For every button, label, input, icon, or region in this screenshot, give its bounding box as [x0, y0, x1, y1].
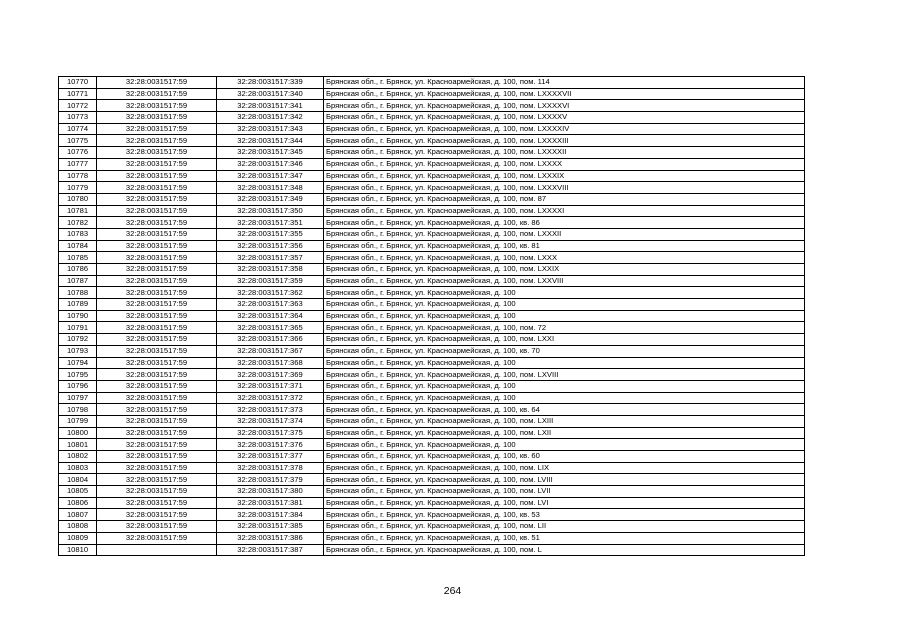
block-number-cell: 32:28:0031517:59: [97, 451, 217, 463]
cadastral-number-cell: 32:28:0031517:367: [217, 345, 324, 357]
table-row: [59, 474, 805, 486]
block-number-cell: 32:28:0031517:59: [97, 462, 217, 474]
table-row: [59, 182, 805, 194]
block-number-cell: 32:28:0031517:59: [97, 123, 217, 135]
block-number-cell: 32:28:0031517:59: [97, 345, 217, 357]
address-cell: Брянская обл., г. Брянск, ул. Красноармейская, д. 100, пом. LXVIII: [324, 369, 805, 381]
table-row: [59, 404, 805, 416]
block-number-cell: 32:28:0031517:59: [97, 287, 217, 299]
row-number-cell: 10793: [59, 345, 97, 357]
block-number-cell: 32:28:0031517:59: [97, 228, 217, 240]
cadastral-number-cell: 32:28:0031517:349: [217, 193, 324, 205]
block-number-cell: 32:28:0031517:59: [97, 486, 217, 498]
block-number-cell: 32:28:0031517:59: [97, 369, 217, 381]
table-row: [59, 345, 805, 357]
table-row: [59, 427, 805, 439]
row-number-cell: 10810: [59, 544, 97, 556]
block-number-cell: 32:28:0031517:59: [97, 100, 217, 112]
table-row: [59, 322, 805, 334]
row-number-cell: 10798: [59, 404, 97, 416]
address-cell: Брянская обл., г. Брянск, ул. Красноармейская, д. 100, пом. LXXXXV: [324, 112, 805, 124]
row-number-cell: 10780: [59, 193, 97, 205]
cadastral-number-cell: 32:28:0031517:386: [217, 532, 324, 544]
row-number-cell: 10807: [59, 509, 97, 521]
block-number-cell: 32:28:0031517:59: [97, 334, 217, 346]
address-cell: Брянская обл., г. Брянск, ул. Красноармейская, д. 100, пом. LXXXX: [324, 158, 805, 170]
row-number-cell: 10800: [59, 427, 97, 439]
row-number-cell: 10794: [59, 357, 97, 369]
address-cell: Брянская обл., г. Брянск, ул. Красноармейская, д. 100, пом. LXXXXI: [324, 205, 805, 217]
cadastral-number-cell: 32:28:0031517:339: [217, 77, 324, 89]
cadastral-number-cell: 32:28:0031517:362: [217, 287, 324, 299]
cadastral-number-cell: 32:28:0031517:364: [217, 310, 324, 322]
block-number-cell: 32:28:0031517:59: [97, 299, 217, 311]
row-number-cell: 10781: [59, 205, 97, 217]
row-number-cell: 10799: [59, 415, 97, 427]
block-number-cell: 32:28:0031517:59: [97, 357, 217, 369]
block-number-cell: 32:28:0031517:59: [97, 182, 217, 194]
block-number-cell: 32:28:0031517:59: [97, 404, 217, 416]
block-number-cell: 32:28:0031517:59: [97, 427, 217, 439]
address-cell: Брянская обл., г. Брянск, ул. Красноармейская, д. 100, пом. L: [324, 544, 805, 556]
table-row: [59, 287, 805, 299]
block-number-cell: 32:28:0031517:59: [97, 170, 217, 182]
table-row: [59, 252, 805, 264]
page-number: 264: [443, 585, 462, 597]
block-number-cell: 32:28:0031517:59: [97, 509, 217, 521]
cadastral-number-cell: 32:28:0031517:372: [217, 392, 324, 404]
address-cell: Брянская обл., г. Брянск, ул. Красноармейская, д. 100: [324, 287, 805, 299]
address-cell: Брянская обл., г. Брянск, ул. Красноармейская, д. 100, кв. 70: [324, 345, 805, 357]
cadastral-number-cell: 32:28:0031517:371: [217, 380, 324, 392]
row-number-cell: 10809: [59, 532, 97, 544]
table-row: [59, 509, 805, 521]
cadastral-number-cell: 32:28:0031517:387: [217, 544, 324, 556]
row-number-cell: 10775: [59, 135, 97, 147]
block-number-cell: 32:28:0031517:59: [97, 158, 217, 170]
row-number-cell: 10784: [59, 240, 97, 252]
row-number-cell: 10789: [59, 299, 97, 311]
cadastral-number-cell: 32:28:0031517:346: [217, 158, 324, 170]
address-cell: Брянская обл., г. Брянск, ул. Красноармейская, д. 100, кв. 53: [324, 509, 805, 521]
cadastral-number-cell: 32:28:0031517:344: [217, 135, 324, 147]
row-number-cell: 10779: [59, 182, 97, 194]
table-row: [59, 334, 805, 346]
block-number-cell: 32:28:0031517:59: [97, 77, 217, 89]
address-cell: Брянская обл., г. Брянск, ул. Красноармейская, д. 100: [324, 439, 805, 451]
row-number-cell: 10782: [59, 217, 97, 229]
address-cell: Брянская обл., г. Брянск, ул. Красноармейская, д. 100, пом. LXXXXII: [324, 147, 805, 159]
cadastral-number-cell: 32:28:0031517:384: [217, 509, 324, 521]
cadastral-number-cell: 32:28:0031517:376: [217, 439, 324, 451]
cadastral-number-cell: 32:28:0031517:351: [217, 217, 324, 229]
cadastral-number-cell: 32:28:0031517:373: [217, 404, 324, 416]
row-number-cell: 10785: [59, 252, 97, 264]
block-number-cell: 32:28:0031517:59: [97, 205, 217, 217]
address-cell: Брянская обл., г. Брянск, ул. Красноармейская, д. 100, пом. 72: [324, 322, 805, 334]
address-cell: Брянская обл., г. Брянск, ул. Красноармейская, д. 100, кв. 64: [324, 404, 805, 416]
address-cell: Брянская обл., г. Брянск, ул. Красноармейская, д. 100, пом. LXXXXIV: [324, 123, 805, 135]
block-number-cell: 32:28:0031517:59: [97, 310, 217, 322]
address-cell: Брянская обл., г. Брянск, ул. Красноармейская, д. 100: [324, 357, 805, 369]
row-number-cell: 10801: [59, 439, 97, 451]
block-number-cell: 32:28:0031517:59: [97, 275, 217, 287]
row-number-cell: 10773: [59, 112, 97, 124]
table-row: [59, 275, 805, 287]
block-number-cell: 32:28:0031517:59: [97, 135, 217, 147]
cadastral-number-cell: 32:28:0031517:380: [217, 486, 324, 498]
cadastral-number-cell: 32:28:0031517:378: [217, 462, 324, 474]
block-number-cell: 32:28:0031517:59: [97, 439, 217, 451]
address-cell: Брянская обл., г. Брянск, ул. Красноармейская, д. 100, пом. 87: [324, 193, 805, 205]
cadastral-number-cell: 32:28:0031517:350: [217, 205, 324, 217]
address-cell: Брянская обл., г. Брянск, ул. Красноармейская, д. 100, пом. LXXX: [324, 252, 805, 264]
address-cell: Брянская обл., г. Брянск, ул. Красноармейская, д. 100: [324, 380, 805, 392]
address-cell: Брянская обл., г. Брянск, ул. Красноармейская, д. 100, пом. LXXXXVII: [324, 88, 805, 100]
block-number-cell: 32:28:0031517:59: [97, 532, 217, 544]
cadastral-number-cell: 32:28:0031517:366: [217, 334, 324, 346]
cadastral-number-cell: 32:28:0031517:357: [217, 252, 324, 264]
table-row: [59, 170, 805, 182]
table-row: [59, 217, 805, 229]
block-number-cell: 32:28:0031517:59: [97, 392, 217, 404]
row-number-cell: 10805: [59, 486, 97, 498]
row-number-cell: 10790: [59, 310, 97, 322]
row-number-cell: 10806: [59, 497, 97, 509]
cadastral-number-cell: 32:28:0031517:385: [217, 521, 324, 533]
address-cell: Брянская обл., г. Брянск, ул. Красноармейская, д. 100, пом. LXXXII: [324, 228, 805, 240]
row-number-cell: 10777: [59, 158, 97, 170]
cadastral-number-cell: 32:28:0031517:381: [217, 497, 324, 509]
block-number-cell: 32:28:0031517:59: [97, 252, 217, 264]
block-number-cell: 32:28:0031517:59: [97, 497, 217, 509]
row-number-cell: 10796: [59, 380, 97, 392]
cadastral-number-cell: 32:28:0031517:368: [217, 357, 324, 369]
block-number-cell: 32:28:0031517:59: [97, 380, 217, 392]
table-row: [59, 451, 805, 463]
block-number-cell: 32:28:0031517:59: [97, 521, 217, 533]
table-row: [59, 264, 805, 276]
block-number-cell: 32:28:0031517:59: [97, 193, 217, 205]
row-number-cell: 10776: [59, 147, 97, 159]
cadastral-number-cell: 32:28:0031517:375: [217, 427, 324, 439]
row-number-cell: 10797: [59, 392, 97, 404]
row-number-cell: 10802: [59, 451, 97, 463]
table-row: [59, 415, 805, 427]
table-row: [59, 112, 805, 124]
row-number-cell: 10788: [59, 287, 97, 299]
address-cell: Брянская обл., г. Брянск, ул. Красноармейская, д. 100, пом. LXXVIII: [324, 275, 805, 287]
table-row: [59, 439, 805, 451]
address-cell: Брянская обл., г. Брянск, ул. Красноармейская, д. 100, пом. LVI: [324, 497, 805, 509]
row-number-cell: 10783: [59, 228, 97, 240]
address-cell: Брянская обл., г. Брянск, ул. Красноармейская, д. 100, пом. LXXXIX: [324, 170, 805, 182]
row-number-cell: 10772: [59, 100, 97, 112]
table-row: [59, 310, 805, 322]
table-row: [59, 521, 805, 533]
cadastral-number-cell: 32:28:0031517:356: [217, 240, 324, 252]
address-cell: Брянская обл., г. Брянск, ул. Красноармейская, д. 100, кв. 86: [324, 217, 805, 229]
block-number-cell: 32:28:0031517:59: [97, 474, 217, 486]
table-row: [59, 135, 805, 147]
table-row: [59, 392, 805, 404]
cadastral-number-cell: 32:28:0031517:363: [217, 299, 324, 311]
table-row: [59, 380, 805, 392]
row-number-cell: 10778: [59, 170, 97, 182]
table-row: [59, 147, 805, 159]
cadastral-number-cell: 32:28:0031517:345: [217, 147, 324, 159]
address-cell: Брянская обл., г. Брянск, ул. Красноармейская, д. 100, кв. 81: [324, 240, 805, 252]
cadastral-number-cell: 32:28:0031517:343: [217, 123, 324, 135]
address-cell: Брянская обл., г. Брянск, ул. Красноармейская, д. 100, пом. LII: [324, 521, 805, 533]
address-cell: Брянская обл., г. Брянск, ул. Красноармейская, д. 100: [324, 299, 805, 311]
block-number-cell: 32:28:0031517:59: [97, 217, 217, 229]
row-number-cell: 10803: [59, 462, 97, 474]
records-table: [58, 76, 805, 556]
address-cell: Брянская обл., г. Брянск, ул. Красноармейская, д. 100, пом. LXXXVIII: [324, 182, 805, 194]
cadastral-number-cell: 32:28:0031517:348: [217, 182, 324, 194]
block-number-cell: 32:28:0031517:59: [97, 264, 217, 276]
table-row: [59, 240, 805, 252]
cadastral-number-cell: 32:28:0031517:359: [217, 275, 324, 287]
cadastral-number-cell: 32:28:0031517:379: [217, 474, 324, 486]
row-number-cell: 10774: [59, 123, 97, 135]
block-number-cell: 32:28:0031517:59: [97, 322, 217, 334]
address-cell: Брянская обл., г. Брянск, ул. Красноармейская, д. 100, пом. LXXXXIII: [324, 135, 805, 147]
cadastral-number-cell: 32:28:0031517:358: [217, 264, 324, 276]
block-number-cell: 32:28:0031517:59: [97, 240, 217, 252]
table-row: [59, 123, 805, 135]
address-cell: Брянская обл., г. Брянск, ул. Красноармейская, д. 100, пом. 114: [324, 77, 805, 89]
cadastral-number-cell: 32:28:0031517:340: [217, 88, 324, 100]
table-row: [59, 193, 805, 205]
row-number-cell: 10786: [59, 264, 97, 276]
address-cell: Брянская обл., г. Брянск, ул. Красноармейская, д. 100: [324, 310, 805, 322]
table-row: [59, 88, 805, 100]
table-row: [59, 228, 805, 240]
table-row: [59, 357, 805, 369]
row-number-cell: 10791: [59, 322, 97, 334]
address-cell: Брянская обл., г. Брянск, ул. Красноармейская, д. 100, пом. LXXXXVI: [324, 100, 805, 112]
block-number-cell: 32:28:0031517:59: [97, 88, 217, 100]
row-number-cell: 10771: [59, 88, 97, 100]
row-number-cell: 10787: [59, 275, 97, 287]
row-number-cell: 10795: [59, 369, 97, 381]
cadastral-number-cell: 32:28:0031517:365: [217, 322, 324, 334]
cadastral-number-cell: 32:28:0031517:355: [217, 228, 324, 240]
table-row: [59, 205, 805, 217]
table-row: [59, 544, 805, 556]
address-cell: Брянская обл., г. Брянск, ул. Красноармейская, д. 100: [324, 392, 805, 404]
cadastral-number-cell: 32:28:0031517:347: [217, 170, 324, 182]
table-row: [59, 369, 805, 381]
cadastral-number-cell: 32:28:0031517:341: [217, 100, 324, 112]
table-row: [59, 158, 805, 170]
address-cell: Брянская обл., г. Брянск, ул. Красноармейская, д. 100, пом. LVIII: [324, 474, 805, 486]
address-cell: Брянская обл., г. Брянск, ул. Красноармейская, д. 100, кв. 51: [324, 532, 805, 544]
cadastral-number-cell: 32:28:0031517:369: [217, 369, 324, 381]
address-cell: Брянская обл., г. Брянск, ул. Красноармейская, д. 100, пом. LXXIX: [324, 264, 805, 276]
row-number-cell: 10792: [59, 334, 97, 346]
block-number-cell: [97, 544, 217, 556]
row-number-cell: 10770: [59, 77, 97, 89]
cadastral-number-cell: 32:28:0031517:374: [217, 415, 324, 427]
table-row: [59, 486, 805, 498]
table-row: [59, 77, 805, 89]
table-row: [59, 532, 805, 544]
address-cell: Брянская обл., г. Брянск, ул. Красноармейская, д. 100, пом. LXIII: [324, 415, 805, 427]
block-number-cell: 32:28:0031517:59: [97, 112, 217, 124]
table-row: [59, 462, 805, 474]
address-cell: Брянская обл., г. Брянск, ул. Красноармейская, д. 100, кв. 60: [324, 451, 805, 463]
block-number-cell: 32:28:0031517:59: [97, 415, 217, 427]
row-number-cell: 10808: [59, 521, 97, 533]
cadastral-number-cell: 32:28:0031517:377: [217, 451, 324, 463]
address-cell: Брянская обл., г. Брянск, ул. Красноармейская, д. 100, пом. LXII: [324, 427, 805, 439]
table-row: [59, 299, 805, 311]
table-row: [59, 497, 805, 509]
table-row: [59, 100, 805, 112]
block-number-cell: 32:28:0031517:59: [97, 147, 217, 159]
row-number-cell: 10804: [59, 474, 97, 486]
records-body: [59, 77, 805, 556]
address-cell: Брянская обл., г. Брянск, ул. Красноармейская, д. 100, пом. LXXI: [324, 334, 805, 346]
cadastral-number-cell: 32:28:0031517:342: [217, 112, 324, 124]
address-cell: Брянская обл., г. Брянск, ул. Красноармейская, д. 100, пом. LVII: [324, 486, 805, 498]
address-cell: Брянская обл., г. Брянск, ул. Красноармейская, д. 100, пом. LIX: [324, 462, 805, 474]
